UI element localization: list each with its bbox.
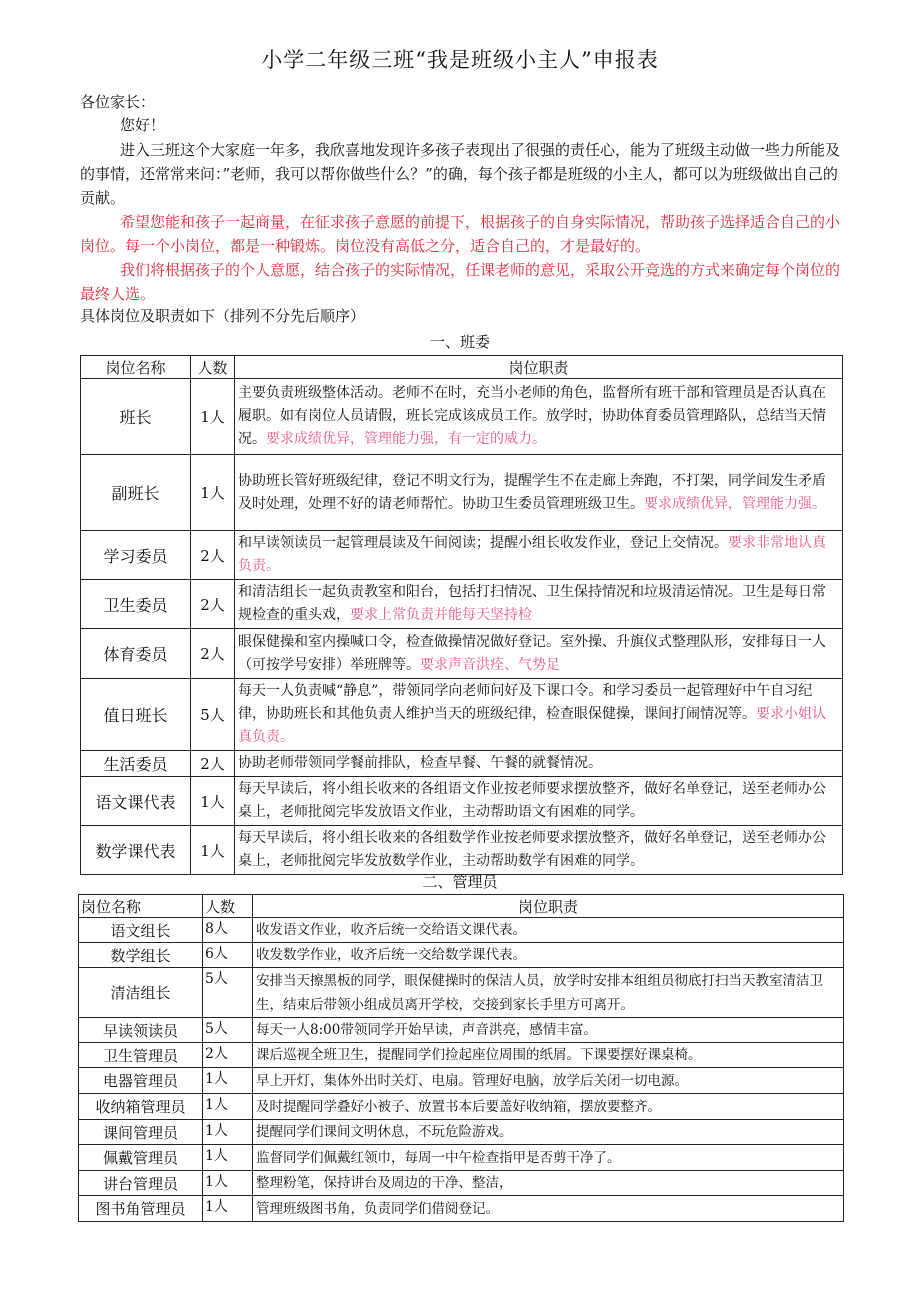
letter-paragraph-3: 我们将根据孩子的个人意愿，结合孩子的实际情况，任课老师的意见，采取公开竞选的方式来确定每个岗位的最终人选。 bbox=[80, 261, 841, 303]
position-name: 值日班长 bbox=[81, 679, 191, 751]
position-duty-cell bbox=[235, 751, 843, 777]
administrators-table bbox=[78, 894, 844, 1222]
position-count: 2人 bbox=[203, 1043, 253, 1068]
position-duty-cell bbox=[235, 379, 843, 455]
header-duty: 岗位职责 bbox=[253, 895, 844, 918]
table-row bbox=[79, 1145, 844, 1171]
table-row bbox=[79, 1043, 844, 1068]
position-name: 电器管理员 bbox=[79, 1068, 203, 1094]
position-requirement: 要求非常地认真负责。 bbox=[238, 535, 826, 574]
table-row bbox=[79, 1171, 844, 1196]
table-row bbox=[81, 826, 843, 875]
position-duty: 安排当天擦黑板的同学，眼保健操时的保洁人员，放学时安排本组组员彻底打扫当天教室清洁卫生，结束后带领小组成员离开学校，交接到家长手里方可离开。 bbox=[253, 968, 844, 1018]
position-count: 5人 bbox=[191, 679, 235, 751]
position-duty: 每天一人负责喊“静息”，带领同学向老师问好及下课口令。和学习委员一起管理好中午自习纪律，协助班长和其他负责人维护当天的班级纪律，检查眼保健操，课间打闹情况等。 bbox=[238, 683, 813, 722]
header-position-name: 岗位名称 bbox=[79, 895, 203, 918]
position-count: 1人 bbox=[203, 1171, 253, 1196]
position-name: 数学组长 bbox=[79, 943, 203, 968]
position-requirement: 要求上常负责并能每天坚持检 bbox=[350, 607, 532, 623]
position-name: 体育委员 bbox=[81, 629, 191, 679]
section-title-class-committee: 一、班委 bbox=[429, 333, 490, 351]
header-count: 人数 bbox=[203, 895, 253, 918]
table-row bbox=[79, 1018, 844, 1043]
position-duty: 协助老师带领同学餐前排队，检查早餐、午餐的就餐情况。 bbox=[238, 755, 602, 771]
position-count: 5人 bbox=[203, 1018, 253, 1043]
position-name: 语文组长 bbox=[79, 918, 203, 943]
position-name: 图书角管理员 bbox=[79, 1196, 203, 1222]
position-count: 1人 bbox=[191, 777, 235, 826]
position-requirement: 要求小姐认真负责。 bbox=[238, 706, 826, 745]
table-row bbox=[81, 679, 843, 751]
position-name: 收纳箱管理员 bbox=[79, 1094, 203, 1120]
position-name: 卫生委员 bbox=[81, 580, 191, 629]
position-duty: 和清洁组长一起负责教室和阳台，包括打扫情况、卫生保持情况和垃圾清运情况。卫生是每日常规检查的重头戏， bbox=[238, 584, 826, 623]
table-header-row bbox=[79, 895, 844, 918]
table-row bbox=[79, 1068, 844, 1094]
table-row bbox=[81, 580, 843, 629]
position-name: 课间管理员 bbox=[79, 1120, 203, 1145]
table-row bbox=[79, 1094, 844, 1120]
class-committee-table bbox=[80, 355, 843, 875]
table-row bbox=[79, 1196, 844, 1222]
position-name: 讲台管理员 bbox=[79, 1171, 203, 1196]
position-duty: 监督同学们佩戴红领巾，每周一中午检查指甲是否剪干净了。 bbox=[253, 1145, 844, 1171]
position-count: 1人 bbox=[191, 455, 235, 531]
position-name: 数学课代表 bbox=[81, 826, 191, 875]
position-requirement: 要求成绩优异，管理能力强，有一定的威力。 bbox=[266, 431, 546, 447]
position-count: 5人 bbox=[203, 968, 253, 1018]
position-count: 1人 bbox=[203, 1196, 253, 1222]
position-duty-cell bbox=[235, 531, 843, 580]
table-row bbox=[79, 918, 844, 943]
position-duty: 协助班长管好班级纪律，登记不明文行为，提醒学生不在走廊上奔跑，不打架，同学间发生矛盾及时处理，处理不好的请老师帮忙。协助卫生委员管理班级卫生。 bbox=[238, 472, 826, 512]
table-row bbox=[81, 751, 843, 777]
position-count: 2人 bbox=[191, 751, 235, 777]
position-duty: 每天一人8:00带领同学开始早读，声音洪亮，感情丰富。 bbox=[253, 1018, 844, 1043]
position-count: 1人 bbox=[203, 1120, 253, 1145]
position-name: 班长 bbox=[81, 379, 191, 455]
letter-paragraph-1: 进入三班这个大家庭一年多，我欣喜地发现许多孩子表现出了很强的责任心，能为了班级主动做一些力所能及的事情，还常常来问：”老师，我可以帮你做些什么？”的确，每个孩子都是班级的小主人，都可以为班级做出自己的贡献。 bbox=[80, 141, 841, 207]
position-requirement: 要求声音洪痊、气势足 bbox=[420, 656, 560, 673]
position-duty: 及时提醒同学叠好小被子、放置书本后要盖好收纳箱，摆放要整齐。 bbox=[253, 1094, 844, 1120]
position-name: 学习委员 bbox=[81, 531, 191, 580]
position-name: 清洁组长 bbox=[79, 968, 203, 1018]
position-duty: 每天早读后，将小组长收来的各组数学作业按老师要求摆放整齐，做好名单登记，送至老师办公桌上，老师批阅完毕发放数学作业，主动帮助数学有困难的同学。 bbox=[238, 830, 826, 869]
table-row bbox=[81, 455, 843, 531]
position-name: 语文课代表 bbox=[81, 777, 191, 826]
salutation: 各位家长： bbox=[80, 93, 156, 111]
header-count: 人数 bbox=[191, 356, 235, 379]
position-name: 卫生管理员 bbox=[79, 1043, 203, 1068]
position-duty: 收发语文作业，收齐后统一交给语文课代表。 bbox=[253, 918, 844, 943]
letter-paragraph-2: 希望您能和孩子一起商量，在征求孩子意愿的前提下，根据孩子的自身实际情况，帮助孩子选择适合自己的小岗位。每一个小岗位，都是一种锻炼。岗位没有高低之分，适合自己的，才是最好的。 bbox=[80, 213, 841, 255]
position-duty-cell bbox=[235, 580, 843, 629]
position-duty: 每天早读后，将小组长收来的各组语文作业按老师要求摆放整齐，做好名单登记，送至老师办公桌上，老师批阅完毕发放语文作业，主动帮助语文有困难的同学。 bbox=[238, 781, 826, 820]
position-duty: 收发数学作业，收齐后统一交给数学课代表。 bbox=[253, 943, 844, 968]
table-row bbox=[79, 968, 844, 1018]
position-count: 1人 bbox=[203, 1094, 253, 1120]
position-name: 生活委员 bbox=[81, 751, 191, 777]
position-count: 1人 bbox=[203, 1145, 253, 1171]
header-duty: 岗位职责 bbox=[235, 356, 843, 379]
position-name: 佩戴管理员 bbox=[79, 1145, 203, 1171]
position-duty: 管理班级图书角，负责同学们借阅登记。 bbox=[253, 1196, 844, 1222]
table-row bbox=[81, 531, 843, 580]
positions-intro: 具体岗位及职责如下（排列不分先后顺序） bbox=[80, 307, 366, 325]
position-count: 1人 bbox=[191, 379, 235, 455]
position-count: 1人 bbox=[191, 826, 235, 875]
position-name: 早读领读员 bbox=[79, 1018, 203, 1043]
table-row bbox=[81, 777, 843, 826]
table-header-row bbox=[81, 356, 843, 379]
position-count: 2人 bbox=[191, 531, 235, 580]
position-duty: 课后巡视全班卫生，提醒同学们捡起座位周围的纸屑。下课要摆好课桌椅。 bbox=[253, 1043, 844, 1068]
position-duty-cell bbox=[235, 777, 843, 826]
section-title-administrators: 二、管理员 bbox=[422, 873, 498, 891]
table-row bbox=[81, 379, 843, 455]
position-duty-cell bbox=[235, 455, 843, 531]
position-count: 8人 bbox=[203, 918, 253, 943]
table-row bbox=[81, 629, 843, 679]
header-position-name: 岗位名称 bbox=[81, 356, 191, 379]
position-requirement: 要求成绩优异，管理能力强。 bbox=[644, 495, 826, 512]
greeting: 您好！ bbox=[120, 116, 166, 134]
table-row bbox=[79, 943, 844, 968]
position-duty: 主要负责班级整体活动。老师不在时，充当小老师的角色，监督所有班干部和管理员是否认真在履职。如有岗位人员请假，班长完成该成员工作。放学时，协助体育委员管理路队，总结当天情况。 bbox=[238, 385, 826, 447]
position-duty-cell bbox=[235, 679, 843, 751]
position-count: 2人 bbox=[191, 580, 235, 629]
position-name: 副班长 bbox=[81, 455, 191, 531]
position-duty: 早上开灯，集体外出时关灯、电扇。管理好电脑，放学后关闭一切电源。 bbox=[253, 1068, 844, 1094]
position-duty: 和早读领读员一起管理晨读及午间阅读；提醒小组长收发作业，登记上交情况。 bbox=[238, 535, 728, 551]
position-duty-cell bbox=[235, 629, 843, 679]
position-duty: 整理粉笔，保持讲台及周边的干净、整洁， bbox=[253, 1171, 844, 1196]
position-count: 1人 bbox=[203, 1068, 253, 1094]
table-row bbox=[79, 1120, 844, 1145]
position-duty-cell bbox=[235, 826, 843, 875]
position-count: 2人 bbox=[191, 629, 235, 679]
position-duty: 提醒同学们课间文明休息，不玩危险游戏。 bbox=[253, 1120, 844, 1145]
position-duty: 眼保健操和室内操喊口令，检查做操情况做好登记。室外操、升旗仪式整理队形，安排每日一人（可按学号安排）举班牌等。 bbox=[238, 633, 826, 673]
position-count: 6人 bbox=[203, 943, 253, 968]
page-title: 小学二年级三班“我是班级小主人”申报表 bbox=[261, 48, 659, 72]
